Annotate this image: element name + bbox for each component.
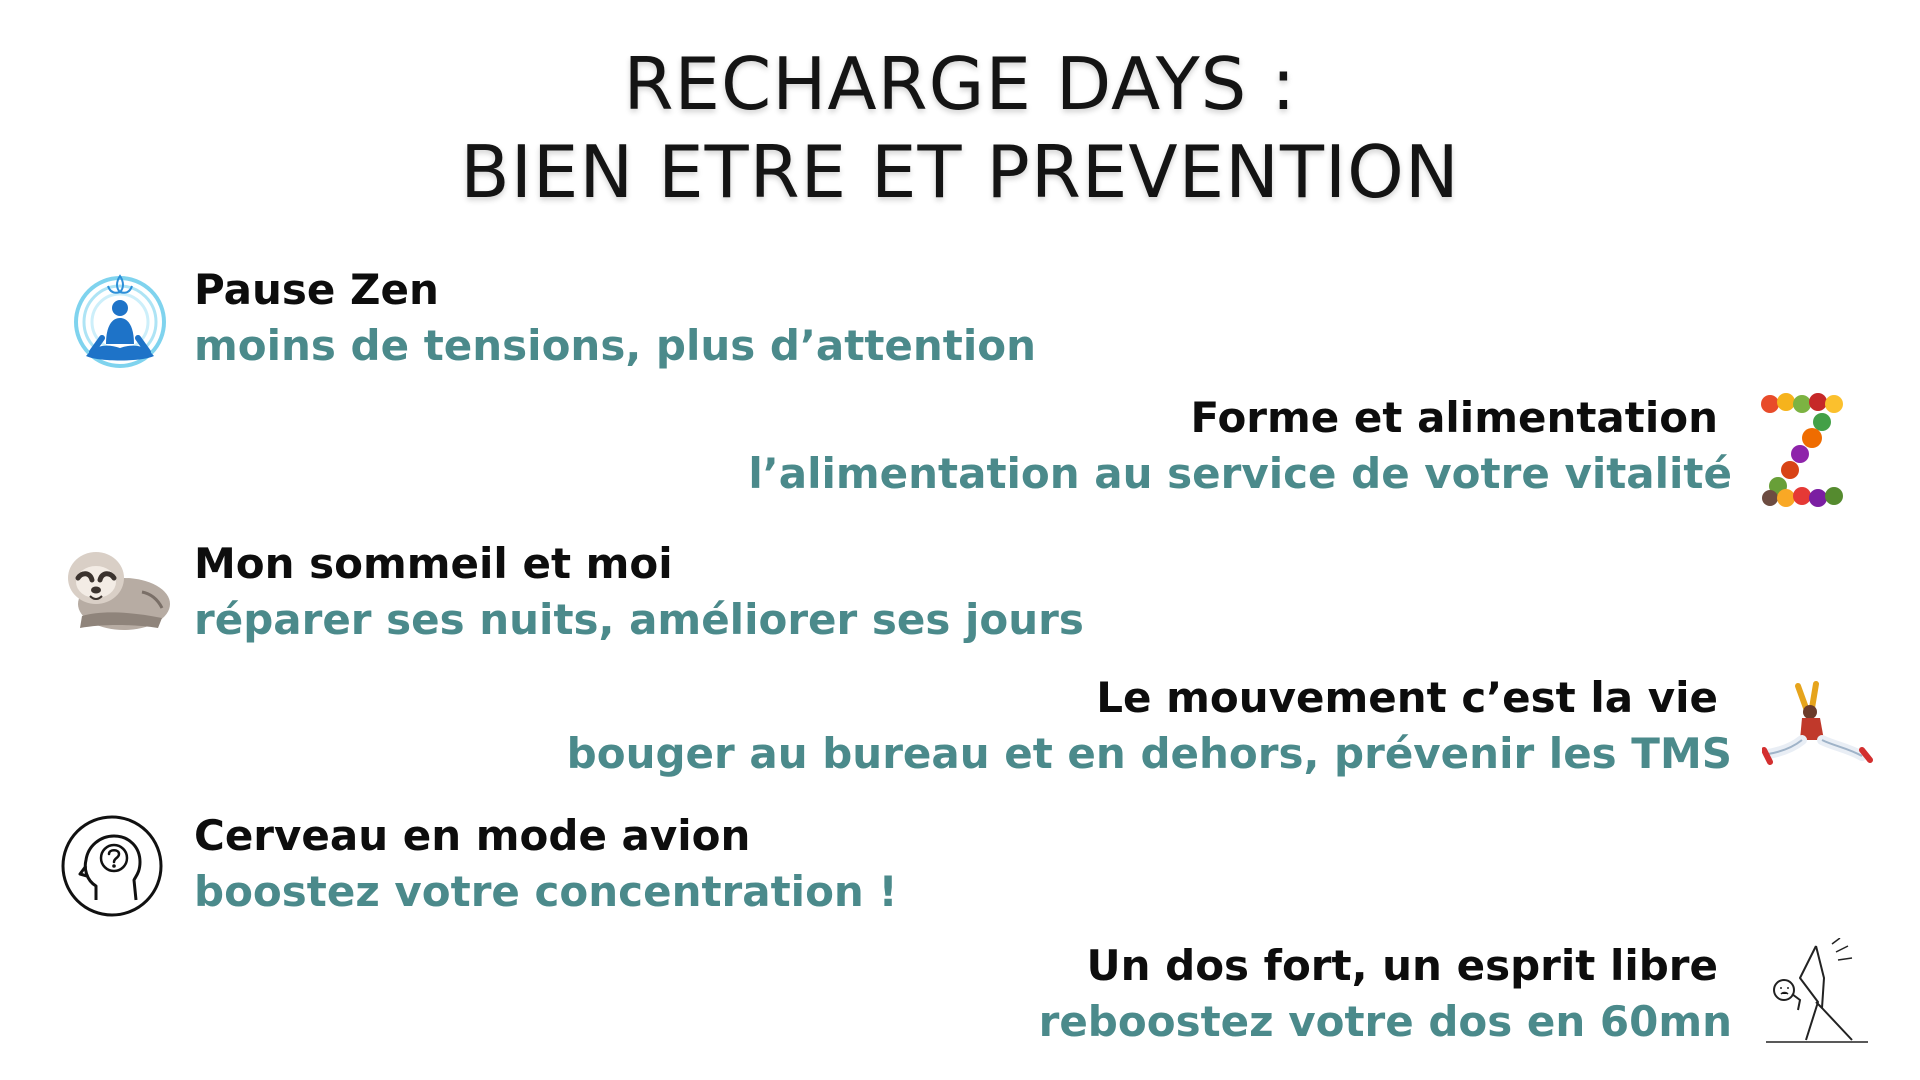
item-subtitle: reboostez votre dos en 60mn <box>1038 997 1732 1046</box>
item-subtitle: moins de tensions, plus d’attention <box>194 321 1037 370</box>
item-subtitle: réparer ses nuits, améliorer ses jours <box>194 595 1084 644</box>
meditation-icon <box>72 264 168 376</box>
page-title <box>0 40 1920 216</box>
item-subtitle: bouger au bureau et en dehors, prévenir les TMS <box>566 729 1732 778</box>
item-cerveau <box>194 808 898 920</box>
brain-question-icon <box>60 814 164 918</box>
item-heading: Le mouvement c’est la vie <box>1096 673 1718 722</box>
back-stretch-icon <box>1762 938 1872 1046</box>
item-pause-zen <box>194 262 1036 374</box>
item-heading: Pause Zen <box>194 265 439 314</box>
item-heading: Forme et alimentation <box>1190 393 1718 442</box>
item-sommeil <box>194 536 1084 648</box>
item-forme-alimentation <box>748 390 1732 502</box>
item-subtitle: boostez votre concentration ! <box>194 867 898 916</box>
item-subtitle: l’alimentation au service de votre vitalité <box>748 449 1732 498</box>
title-line-1: RECHARGE DAYS : <box>623 42 1297 126</box>
item-dos-fort <box>1039 938 1732 1050</box>
item-heading: Mon sommeil et moi <box>194 539 673 588</box>
item-mouvement <box>567 670 1732 782</box>
sloth-icon <box>62 540 174 636</box>
fruit-z-icon <box>1760 392 1852 508</box>
jumping-person-icon <box>1762 678 1874 774</box>
title-line-2: BIEN ETRE ET PREVENTION <box>460 130 1460 214</box>
item-heading: Un dos fort, un esprit libre <box>1086 941 1718 990</box>
item-heading: Cerveau en mode avion <box>194 811 751 860</box>
